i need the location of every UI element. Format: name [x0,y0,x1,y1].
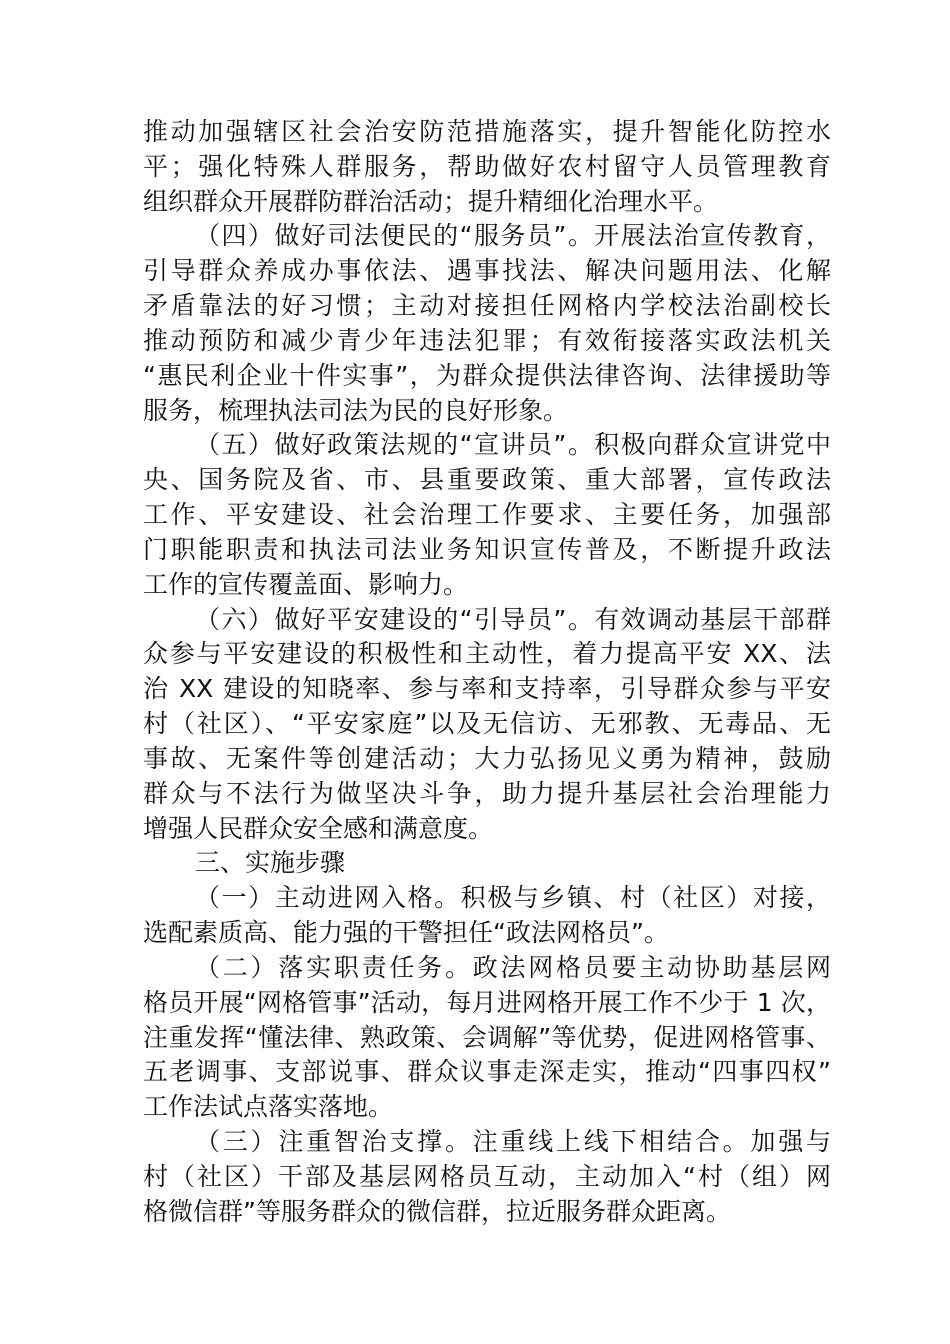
text-line: （四）做好司法便民的“服务员”。开展法治宣传教育， [195,221,831,251]
text-line: 组织群众开展群防群治活动；提升精细化治理水平。 [143,186,719,216]
text-line: 增强人民群众安全感和满意度。 [143,813,494,843]
text-line: 治 XX 建设的知晓率、参与率和支持率，引导群众参与平安 [143,674,831,704]
paragraph [143,115,831,219]
text-line: 村（社区）干部及基层网格员互动，主动加入“村（组）网 [143,1161,831,1191]
text-line: 格员开展“网格管事”活动，每月进网格开展工作不少于 1 次， [143,987,831,1017]
paragraph [143,951,831,1125]
document-body [143,115,831,1230]
text-line: 三、实施步骤 [195,848,346,878]
text-line: 央、国务院及省、市、县重要政策、重大部署，宣传政法 [143,465,831,495]
text-line: 推动预防和减少青少年违法犯罪；有效衔接落实政法机关 [143,325,831,355]
paragraph [143,846,831,881]
text-line: 服务，梳理执法司法为民的良好形象。 [143,395,569,425]
paragraph [143,1125,831,1229]
text-line: （五）做好政策法规的“宣讲员”。积极向群众宣讲党中 [195,430,831,460]
text-line: 矛盾靠法的好习惯；主动对接担任网格内学校法治副校长 [143,291,831,321]
text-line: 推动加强辖区社会治安防范措施落实，提升智能化防控水 [143,117,831,146]
text-line: 群众与不法行为做坚决斗争，助力提升基层社会治理能力 [143,778,831,808]
paragraph [143,428,831,602]
text-line: 工作的宣传覆盖面、影响力。 [143,569,469,599]
text-line: 五老调事、支部说事、群众议事走深走实，推动“四事四权” [143,1057,831,1087]
text-line: 平；强化特殊人群服务，帮助做好农村留守人员管理教育 [143,151,831,181]
text-line: 门职能职责和执法司法业务知识宣传普及，不断提升政法 [143,534,831,564]
text-line: 事故、无案件等创建活动；大力弘扬见义勇为精神，鼓励 [143,743,831,773]
text-line: （六）做好平安建设的“引导员”。有效调动基层干部群 [195,604,831,634]
text-line: 注重发挥“懂法律、熟政策、会调解”等优势，促进网格管事、 [143,1022,831,1052]
text-line: （二）落实职责任务。政法网格员要主动协助基层网 [195,952,831,982]
text-line: “惠民利企业十件实事”，为群众提供法律咨询、法律援助等 [143,360,831,390]
text-line: 选配素质高、能力强的干警担任“政法网格员”。 [143,918,669,948]
text-line: 工作、平安建设、社会治理工作要求、主要任务，加强部 [143,500,831,530]
paragraph [143,881,831,951]
text-line: 工作法试点落实落地。 [143,1092,394,1122]
text-line: 村（社区）、“平安家庭”以及无信访、无邪教、无毒品、无 [143,709,831,739]
text-line: 格微信群”等服务群众的微信群，拉近服务群众距离。 [143,1196,731,1226]
text-line: 众参与平安建设的积极性和主动性，着力提高平安 XX、法 [143,639,831,669]
text-line: （一）主动进网入格。积极与乡镇、村（社区）对接， [195,883,831,913]
text-line: （三）注重智治支撑。注重线上线下相结合。加强与 [195,1127,831,1157]
paragraph [143,603,831,847]
text-line: 引导群众养成办事依法、遇事找法、解决问题用法、化解 [143,256,831,286]
paragraph [143,219,831,428]
